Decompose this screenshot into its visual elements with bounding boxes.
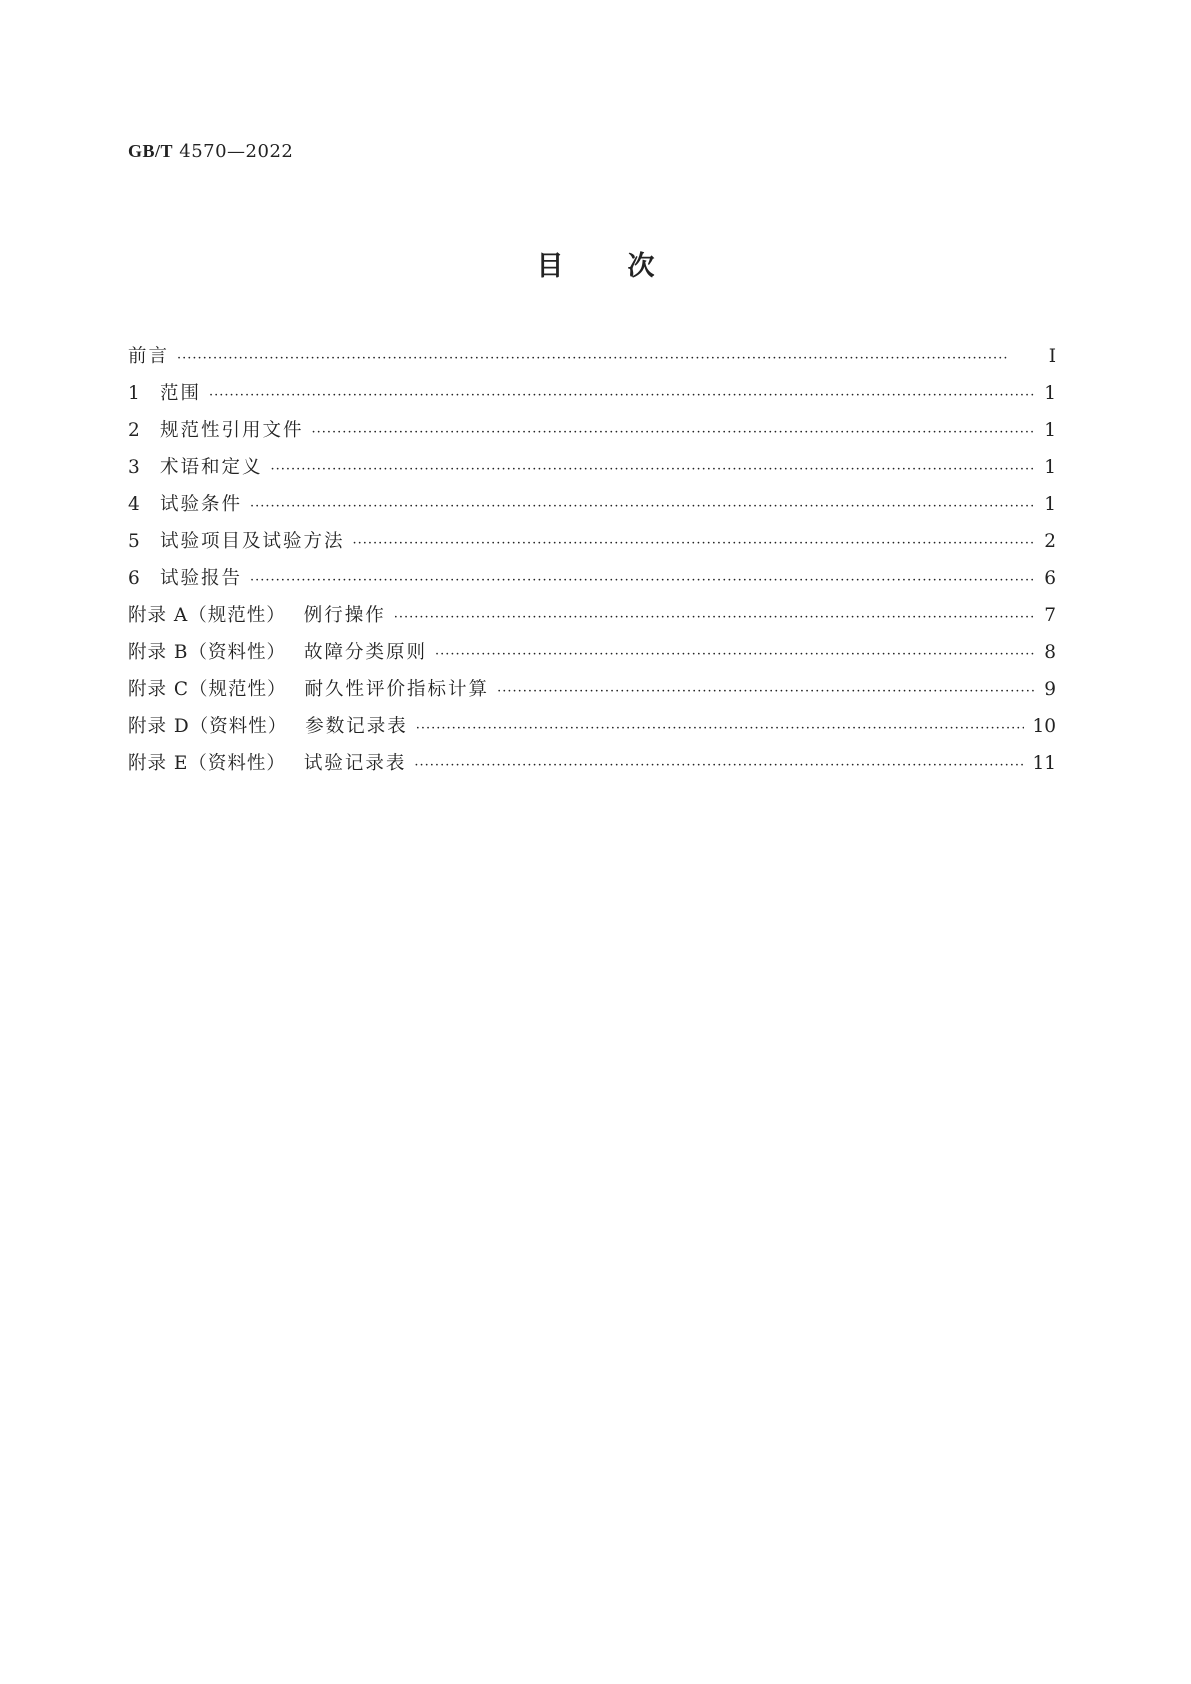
toc-title: 试验记录表 [303,753,407,774]
toc-title: 术语和定义 [160,457,263,478]
page-number: 1 [1044,420,1056,441]
toc-entry[interactable] [128,490,1056,527]
toc-label [128,675,489,701]
dot-leader [394,610,1034,625]
title-char: 目 [536,251,564,282]
table-of-contents [128,342,1056,786]
toc-title: 耐久性评价指标计算 [304,679,490,700]
toc-entry[interactable] [128,527,1056,564]
section-number: 5 [128,531,140,552]
annex-label: 附录 C（规范性） [128,679,287,700]
page-number: 7 [1044,605,1056,626]
toc-label [128,749,406,775]
toc-title: 范围 [160,383,202,404]
page-number: 8 [1044,642,1056,663]
toc-entry[interactable] [128,453,1056,490]
annex-label: 附录 E（资料性） [128,753,286,774]
toc-title: 前言 [128,346,170,367]
annex-label: 附录 A（规范性） [128,605,286,626]
toc-title: 规范性引用文件 [160,420,304,441]
dot-leader [435,647,1034,662]
toc-label [128,712,408,738]
section-number: 3 [128,457,140,478]
toc-entry[interactable] [128,675,1056,712]
page-number: Ⅰ [1048,346,1056,367]
page-number: 10 [1032,716,1056,737]
toc-entry[interactable] [128,564,1056,601]
section-number: 2 [128,420,140,441]
dot-leader [177,351,1034,366]
toc-label [128,638,427,664]
dot-leader [497,684,1034,699]
dot-leader [414,758,1024,773]
dot-leader [250,573,1034,588]
page-number: 1 [1044,494,1056,515]
section-number: 4 [128,494,140,515]
dot-leader [312,425,1034,440]
toc-entry[interactable] [128,379,1056,416]
section-number: 1 [128,383,140,404]
toc-entry[interactable] [128,601,1056,638]
title-char: 次 [627,251,655,282]
page-number: 6 [1044,568,1056,589]
dot-leader [271,462,1034,477]
page-title [0,244,1191,283]
dot-leader [209,388,1034,403]
standard-number [128,141,293,162]
page-number: 11 [1032,753,1056,774]
dot-leader [416,721,1025,736]
toc-title: 试验项目及试验方法 [160,531,345,552]
dot-leader [250,499,1034,514]
toc-entry[interactable] [128,638,1056,675]
standard-code: 4570—2022 [179,141,294,162]
toc-title: 故障分类原则 [303,642,427,663]
toc-title: 参数记录表 [305,716,408,737]
toc-title: 试验报告 [160,568,243,589]
annex-label: 附录 B（资料性） [128,642,286,663]
page-number: 9 [1044,679,1056,700]
toc-entry[interactable] [128,749,1056,786]
page-number: 1 [1044,457,1056,478]
toc-title: 例行操作 [303,605,386,626]
toc-title: 试验条件 [160,494,243,515]
standard-prefix: GB/T [128,141,174,161]
toc-entry[interactable] [128,712,1056,749]
dot-leader [353,536,1034,551]
toc-entry[interactable] [128,416,1056,453]
page-number: 1 [1044,383,1056,404]
toc-label [128,601,386,627]
toc-entry[interactable] [128,342,1056,379]
section-number: 6 [128,568,140,589]
page-number: 2 [1044,531,1056,552]
annex-label: 附录 D（资料性） [128,716,288,737]
